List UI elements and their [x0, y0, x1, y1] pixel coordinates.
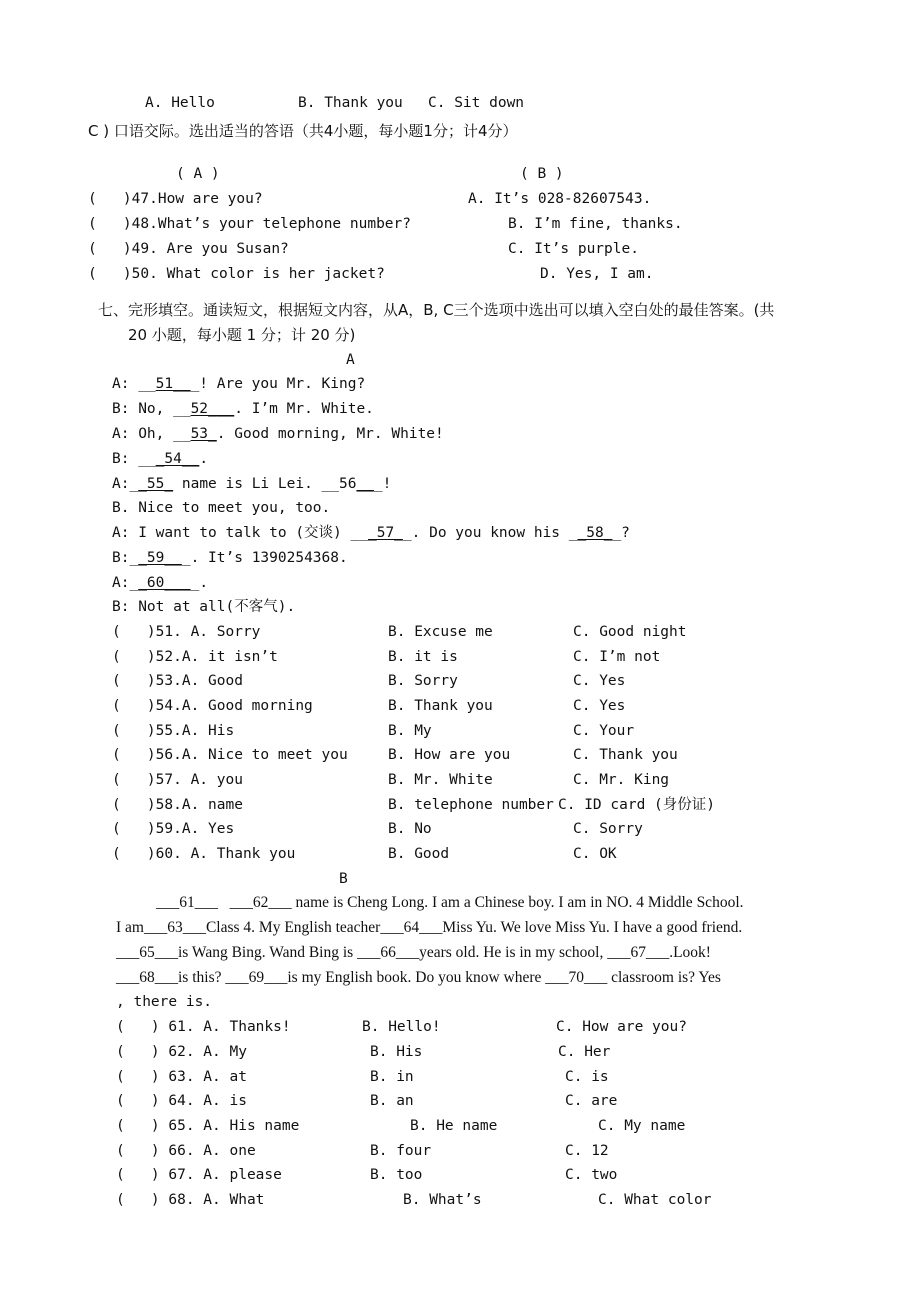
blank: _60___	[138, 575, 191, 591]
option-c: C. are	[565, 1093, 618, 1109]
option-c: C. My name	[598, 1118, 686, 1134]
question-row: ( )60. A. Thank you	[112, 846, 296, 862]
option-b: B. Excuse me	[388, 624, 493, 640]
option-c: C. OK	[573, 846, 617, 862]
passage-a-line: B:__59___. It’s 1390254368.	[112, 550, 348, 566]
passage-b-line: ___68___is this? ___69___is my English book. Do you know where ___70___ classroom is? Yes	[116, 969, 721, 986]
passage-a-line: A:__60____.	[112, 575, 209, 591]
question-row: ( )54.A. Good morning	[112, 698, 313, 714]
match-answer: C. It’s purple.	[508, 241, 639, 257]
option-b: B. No	[388, 821, 432, 837]
question-row: ( ) 66. A. one	[116, 1143, 256, 1159]
option-b: B. Thank you	[298, 95, 403, 111]
option-b: B. Thank you	[388, 698, 493, 714]
match-question: ( )50. What color is her jacket?	[88, 266, 385, 282]
passage-b-label: B	[339, 871, 348, 887]
passage-a-line: A: Oh, __53_. Good morning, Mr. White!	[112, 426, 444, 442]
match-question: ( )48.What’s your telephone number?	[88, 216, 412, 232]
option-b: B. in	[370, 1069, 414, 1085]
blank: _54__	[155, 451, 200, 467]
option-a: A. Hello	[145, 95, 215, 111]
passage-a-line: A:__55_ name is Li Lei. __56___!	[112, 476, 392, 492]
blank: _57_	[367, 525, 403, 541]
match-answer: A. It’s 028-82607543.	[468, 191, 652, 207]
blank: 52___	[190, 401, 235, 417]
blank: 53_	[190, 426, 217, 442]
option-c: C. two	[565, 1167, 618, 1183]
question-row: ( ) 68. A. What	[116, 1192, 265, 1208]
option-c: C. Your	[573, 723, 635, 739]
option-b: B. four	[370, 1143, 432, 1159]
match-answer: B. I’m fine, thanks.	[508, 216, 683, 232]
question-row: ( ) 62. A. My	[116, 1044, 247, 1060]
question-row: ( ) 65. A. His name	[116, 1118, 300, 1134]
option-c: C. Yes	[573, 673, 626, 689]
option-b: B. Hello!	[362, 1019, 441, 1035]
passage-a-line: B: No, __52___. I’m Mr. White.	[112, 401, 374, 417]
passage-a-line: B: ___54__.	[112, 451, 209, 467]
option-c: C. Good night	[573, 624, 687, 640]
option-c: C. Thank you	[573, 747, 678, 763]
question-row: ( )53.A. Good	[112, 673, 243, 689]
passage-b-line: I am___63___Class 4. My English teacher___64___Miss Yu. We love Miss Yu. I have a good friend.	[116, 919, 743, 936]
option-b: B. My	[388, 723, 432, 739]
question-row: ( )55.A. His	[112, 723, 235, 739]
option-c: C. How are you?	[556, 1019, 687, 1035]
passage-a-line: A: __51___! Are you Mr. King?	[112, 376, 366, 392]
question-row: ( )57. A. you	[112, 772, 243, 788]
option-b: B. telephone number	[388, 797, 554, 813]
blank: __	[356, 476, 374, 492]
blank: _58_	[577, 525, 613, 541]
option-c: C. Yes	[573, 698, 626, 714]
option-b: B. Mr. White	[388, 772, 493, 788]
question-row: ( ) 64. A. is	[116, 1093, 247, 1109]
option-b: B. too	[370, 1167, 423, 1183]
option-c: C. I’m not	[573, 649, 661, 665]
column-a-label: ( A )	[176, 166, 220, 182]
option-b: B. How are you	[388, 747, 511, 763]
match-answer: D. Yes, I am.	[540, 266, 654, 282]
question-row: ( )58.A. name	[112, 797, 243, 813]
blank: 51__	[155, 376, 191, 392]
question-row: ( )51. A. Sorry	[112, 624, 261, 640]
option-b: B. Sorry	[388, 673, 458, 689]
section-7-title-cont: 20 小题，每小题 1 分；计 20 分)	[128, 326, 356, 344]
passage-a-line: A: I want to talk to (交谈) ___57__. Do you know his __58__?	[112, 525, 630, 541]
section-c-title: C ) 口语交际。选出适当的答语（共4小题，每小题1分；计4分）	[88, 122, 518, 140]
match-question: ( )47.How are you?	[88, 191, 263, 207]
question-row: ( )59.A. Yes	[112, 821, 235, 837]
question-row: ( ) 67. A. please	[116, 1167, 282, 1183]
section-7-title: 七、完形填空。通读短文，根据短文内容，从A，B, C三个选项中选出可以填入空白处的最佳答案。(共	[98, 301, 775, 319]
option-c: C. 12	[565, 1143, 609, 1159]
match-question: ( )49. Are you Susan?	[88, 241, 289, 257]
option-b: B. What’s	[403, 1192, 482, 1208]
option-c: C. What color	[598, 1192, 712, 1208]
option-c: C. ID card (身份证)	[558, 797, 715, 813]
passage-b-line: ___61___ ___62___ name is Cheng Long. I am a Chinese boy. I am in NO. 4 Middle School.	[156, 894, 744, 911]
option-c: C. Mr. King	[573, 772, 670, 788]
option-c: C. Sit down	[428, 95, 525, 111]
option-b: B. His	[370, 1044, 423, 1060]
blank: _55_	[138, 476, 174, 492]
option-b: B. it is	[388, 649, 458, 665]
question-row: ( )56.A. Nice to meet you	[112, 747, 348, 763]
option-c: C. is	[565, 1069, 609, 1085]
question-row: ( ) 63. A. at	[116, 1069, 247, 1085]
passage-b-line: , there is.	[116, 994, 213, 1010]
option-b: B. an	[370, 1093, 414, 1109]
option-c: C. Sorry	[573, 821, 643, 837]
option-b: B. Good	[388, 846, 450, 862]
option-c: C. Her	[558, 1044, 611, 1060]
passage-b-line: ___65___is Wang Bing. Wand Bing is ___66___years old. He is in my school, ___67___.Look!	[116, 944, 711, 961]
passage-a-label: A	[346, 352, 355, 368]
option-b: B. He name	[410, 1118, 498, 1134]
passage-a-line: B. Nice to meet you, too.	[112, 500, 331, 516]
question-row: ( ) 61. A. Thanks!	[116, 1019, 291, 1035]
passage-a-line: B: Not at all(不客气).	[112, 599, 296, 615]
question-row: ( )52.A. it isn’t	[112, 649, 278, 665]
column-b-label: ( B )	[520, 166, 564, 182]
blank: _59__	[138, 550, 182, 566]
